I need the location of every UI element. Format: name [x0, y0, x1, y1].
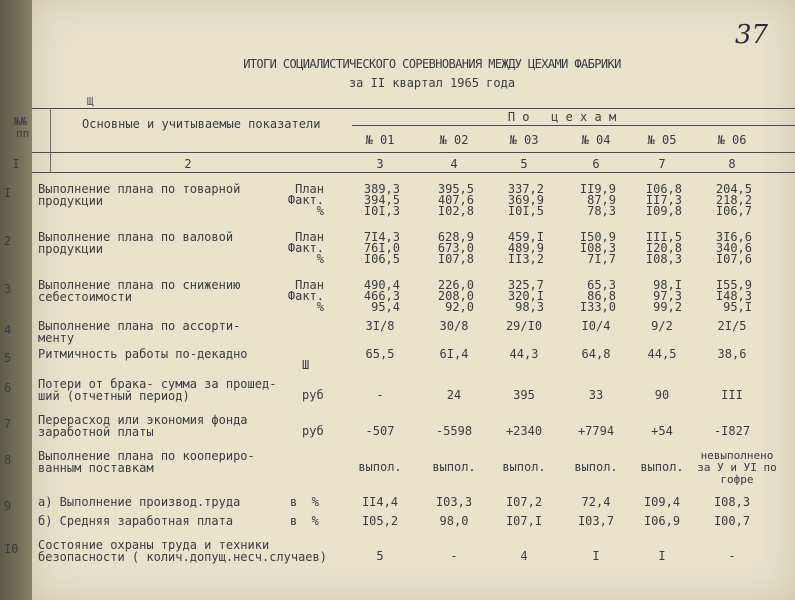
cell-value: 320,I	[507, 289, 544, 303]
cell-value: II4,4	[361, 495, 399, 509]
unit-label: План	[295, 230, 324, 244]
cell-value: 98,3	[515, 300, 544, 314]
indicator-label: Выполнение плана по снижению	[38, 278, 241, 292]
column-number-8: 8	[728, 157, 736, 171]
cell-value: 3I6,6	[715, 230, 752, 244]
indicator-label: Выполнение плана по товарной	[38, 182, 241, 196]
cell-value: 7I,7	[587, 252, 616, 266]
cell-value: 9/2	[651, 319, 673, 333]
indicator-label: продукции	[38, 194, 104, 208]
cell-value: 64,8	[581, 347, 611, 361]
cell-value: I55,9	[715, 278, 752, 292]
row-number: I	[4, 186, 12, 200]
cell-value: I07,I	[505, 514, 543, 528]
cell-value: I06,5	[363, 252, 400, 266]
stray-mark: Щ	[87, 95, 94, 108]
cell-value: I50,9	[579, 230, 616, 244]
cell-value: 369,9	[507, 193, 544, 207]
cell-value: I09,4	[643, 495, 681, 509]
row-number: 6	[4, 381, 12, 395]
cell-value: 204,5	[715, 182, 752, 196]
cell-value: I09,8	[645, 204, 682, 218]
cell-value: 87,9	[587, 193, 616, 207]
cell-value: I00,7	[713, 514, 751, 528]
column-number-4: 4	[450, 157, 458, 171]
row-number: 2	[4, 234, 12, 248]
cell-value: выпол.	[358, 460, 402, 474]
indicator-label: ванным поставкам	[38, 461, 154, 475]
cell-value: 33	[588, 388, 604, 402]
indicator-label: б) Средняя заработная плата	[38, 514, 234, 528]
cell-note: гофре	[720, 473, 754, 486]
cell-value: I03,7	[577, 514, 615, 528]
indicator-label: заработной платы	[38, 425, 154, 439]
column-number-5: 5	[520, 157, 528, 171]
indicator-label: Выполнение плана по валовой	[38, 230, 234, 244]
cell-value: I08,3	[713, 495, 751, 509]
unit-label: План	[295, 182, 324, 196]
cell-value: 407,6	[437, 193, 474, 207]
cell-value: 673,0	[437, 241, 474, 255]
cell-value: 389,3	[363, 182, 400, 196]
unit-label: %	[316, 300, 324, 314]
row-number: I0	[4, 542, 19, 556]
cell-value: 65,5	[365, 347, 395, 361]
cell-value: 97,3	[653, 289, 682, 303]
cell-value: I06,8	[645, 182, 682, 196]
cell-value: 394,5	[363, 193, 400, 207]
num-col-divider	[50, 108, 51, 173]
unit-label: Факт.	[287, 193, 324, 207]
cell-value: 95,4	[371, 300, 400, 314]
cell-value: выпол.	[502, 460, 546, 474]
indicators-header: Основные и учитываемые показатели	[82, 117, 321, 131]
unit-label: %	[316, 252, 324, 266]
indicator-label: безопасности ( колич.допущ.несч.случаев)	[38, 550, 327, 564]
indicator-label: Выполнение плана по коопериро-	[38, 449, 255, 463]
row-number: 3	[4, 282, 12, 296]
indicator-label: Выполнение плана по ассорти-	[38, 319, 241, 333]
unit-label: %	[316, 204, 324, 218]
cell-value: 65,3	[587, 278, 616, 292]
indicator-label: менту	[38, 331, 75, 345]
cell-value: 44,5	[647, 347, 677, 361]
cell-value: 6I,4	[439, 347, 469, 361]
cell-value: 90	[654, 388, 670, 402]
cell-value: 98,I	[653, 278, 682, 292]
cell-value: I0I,3	[363, 204, 400, 218]
row-number: 8	[4, 453, 12, 467]
cell-value: 76I,0	[363, 241, 400, 255]
shop-header-5: № 05	[647, 133, 677, 147]
header-bottom-rule	[32, 152, 795, 153]
shop-header-6: № 06	[717, 133, 747, 147]
cell-value: 7I4,3	[363, 230, 400, 244]
cell-value: I03,3	[435, 495, 473, 509]
cell-value: 30/8	[439, 319, 469, 333]
cell-value: 466,3	[363, 289, 400, 303]
cell-value: 78,3	[587, 204, 616, 218]
shop-header-4: № 04	[581, 133, 611, 147]
cell-value: выпол.	[432, 460, 476, 474]
cell-value: I0/4	[581, 319, 611, 333]
column-number-7: 7	[658, 157, 666, 171]
shop-header-1: № 01	[365, 133, 395, 147]
page-number: 37	[735, 20, 769, 50]
unit-label: План	[295, 278, 324, 292]
column-number-6: 6	[592, 157, 600, 171]
cell-value: выпол.	[574, 460, 618, 474]
row-number: 9	[4, 499, 12, 513]
cell-value: 38,6	[717, 347, 747, 361]
column-number-2: 2	[184, 157, 192, 171]
cell-value: 325,7	[507, 278, 544, 292]
column-number-3: 3	[376, 157, 384, 171]
unit-label: руб	[302, 388, 324, 402]
cell-value: I07,8	[437, 252, 474, 266]
cell-value: 5	[376, 549, 384, 563]
cell-value: I02,8	[437, 204, 474, 218]
cell-value: +7794	[577, 424, 615, 438]
unit-label: в %	[290, 514, 319, 528]
row-number: 5	[4, 351, 12, 365]
unit-label: Факт.	[287, 241, 324, 255]
cell-value: I07,2	[505, 495, 543, 509]
indicator-label: ший (отчетный период)	[38, 389, 190, 403]
cell-value: 340,6	[715, 241, 752, 255]
document-title: ИТОГИ СОЦИАЛИСТИЧЕСКОГО СОРЕВНОВАНИЯ МЕЖДУ ЦЕХАМИ ФАБРИКИ	[243, 57, 621, 71]
cell-value: I08,3	[645, 252, 682, 266]
colnum-bottom-rule	[32, 172, 795, 173]
indicator-label: продукции	[38, 242, 104, 256]
cell-value: 489,9	[507, 241, 544, 255]
cell-value: -	[728, 549, 736, 563]
row-number: 4	[4, 323, 12, 337]
cell-value: II3,2	[507, 252, 544, 266]
cell-value: II7,3	[645, 193, 682, 207]
indicator-label: Ритмичность работы по-декадно	[38, 347, 248, 361]
cell-value: -	[450, 549, 458, 563]
cell-value: 98,0	[439, 514, 469, 528]
cell-value: 208,0	[437, 289, 474, 303]
cell-value: I33,0	[579, 300, 616, 314]
cell-value: -I827	[713, 424, 751, 438]
cell-value: 72,4	[581, 495, 611, 509]
cell-value: I08,3	[579, 241, 616, 255]
cell-value: +2340	[505, 424, 543, 438]
shop-header-3: № 03	[509, 133, 539, 147]
cell-value: 490,4	[363, 278, 400, 292]
cell-value: 44,3	[509, 347, 539, 361]
num-col-header: №№	[14, 115, 28, 128]
indicator-label: себестоимости	[38, 290, 132, 304]
indicator-label: а) Выполнение производ.труда	[38, 495, 241, 509]
cell-value: выпол.	[640, 460, 684, 474]
cell-value: I20,8	[645, 241, 682, 255]
cell-note: за У и УI по	[697, 461, 777, 474]
cell-value: I0I,5	[507, 204, 544, 218]
cell-value: -5598	[435, 424, 473, 438]
indicator-label: Потери от брака- сумма за прошед-	[38, 377, 277, 391]
by-shops-header: П о ц е х а м	[507, 110, 617, 124]
indicator-label: Перерасход или экономия фонда	[38, 413, 248, 427]
cell-value: 3I/8	[365, 319, 395, 333]
indicator-label: Состояние охраны труда и техники	[38, 538, 270, 552]
column-number-1: I	[12, 157, 20, 171]
document-subtitle: за II квартал 1965 года	[348, 76, 516, 90]
cell-note: невыполнено	[700, 449, 774, 462]
cell-value: I06,9	[643, 514, 681, 528]
num-col-header-2: пп	[16, 127, 30, 140]
cell-value: 395,5	[437, 182, 474, 196]
row-number: 7	[4, 417, 12, 431]
cell-value: 226,0	[437, 278, 474, 292]
cell-value: III,5	[645, 230, 682, 244]
cell-value: 4	[520, 549, 528, 563]
cell-value: I05,2	[361, 514, 399, 528]
cell-value: -507	[365, 424, 395, 438]
cell-value: 92,0	[445, 300, 474, 314]
unit-label: Ш	[302, 358, 310, 372]
unit-label: Факт.	[287, 289, 324, 303]
cell-value: 395	[513, 388, 535, 402]
cell-value: II9,9	[579, 182, 616, 196]
cell-value: 628,9	[437, 230, 474, 244]
cell-value: I07,6	[715, 252, 752, 266]
cell-value: 99,2	[653, 300, 682, 314]
unit-label: в %	[290, 495, 319, 509]
cell-value: 337,2	[507, 182, 544, 196]
archive-page	[4, 0, 795, 600]
cell-value: +54	[651, 424, 673, 438]
cell-value: I48,3	[715, 289, 752, 303]
cell-value: 86,8	[587, 289, 616, 303]
cell-value: -	[376, 388, 384, 402]
shops-under-rule	[352, 125, 795, 126]
header-top-rule	[32, 108, 795, 109]
cell-value: III	[721, 388, 743, 402]
cell-value: 95,I	[723, 300, 752, 314]
cell-value: I06,7	[715, 204, 752, 218]
cell-value: 29/I0	[505, 319, 543, 333]
cell-value: I	[592, 549, 600, 563]
cell-value: 218,2	[715, 193, 752, 207]
unit-label: руб	[302, 424, 324, 438]
cell-value: 24	[446, 388, 462, 402]
cell-value: 2I/5	[717, 319, 747, 333]
cell-value: 459,I	[507, 230, 544, 244]
cell-value: I	[658, 549, 666, 563]
shop-header-2: № 02	[439, 133, 469, 147]
